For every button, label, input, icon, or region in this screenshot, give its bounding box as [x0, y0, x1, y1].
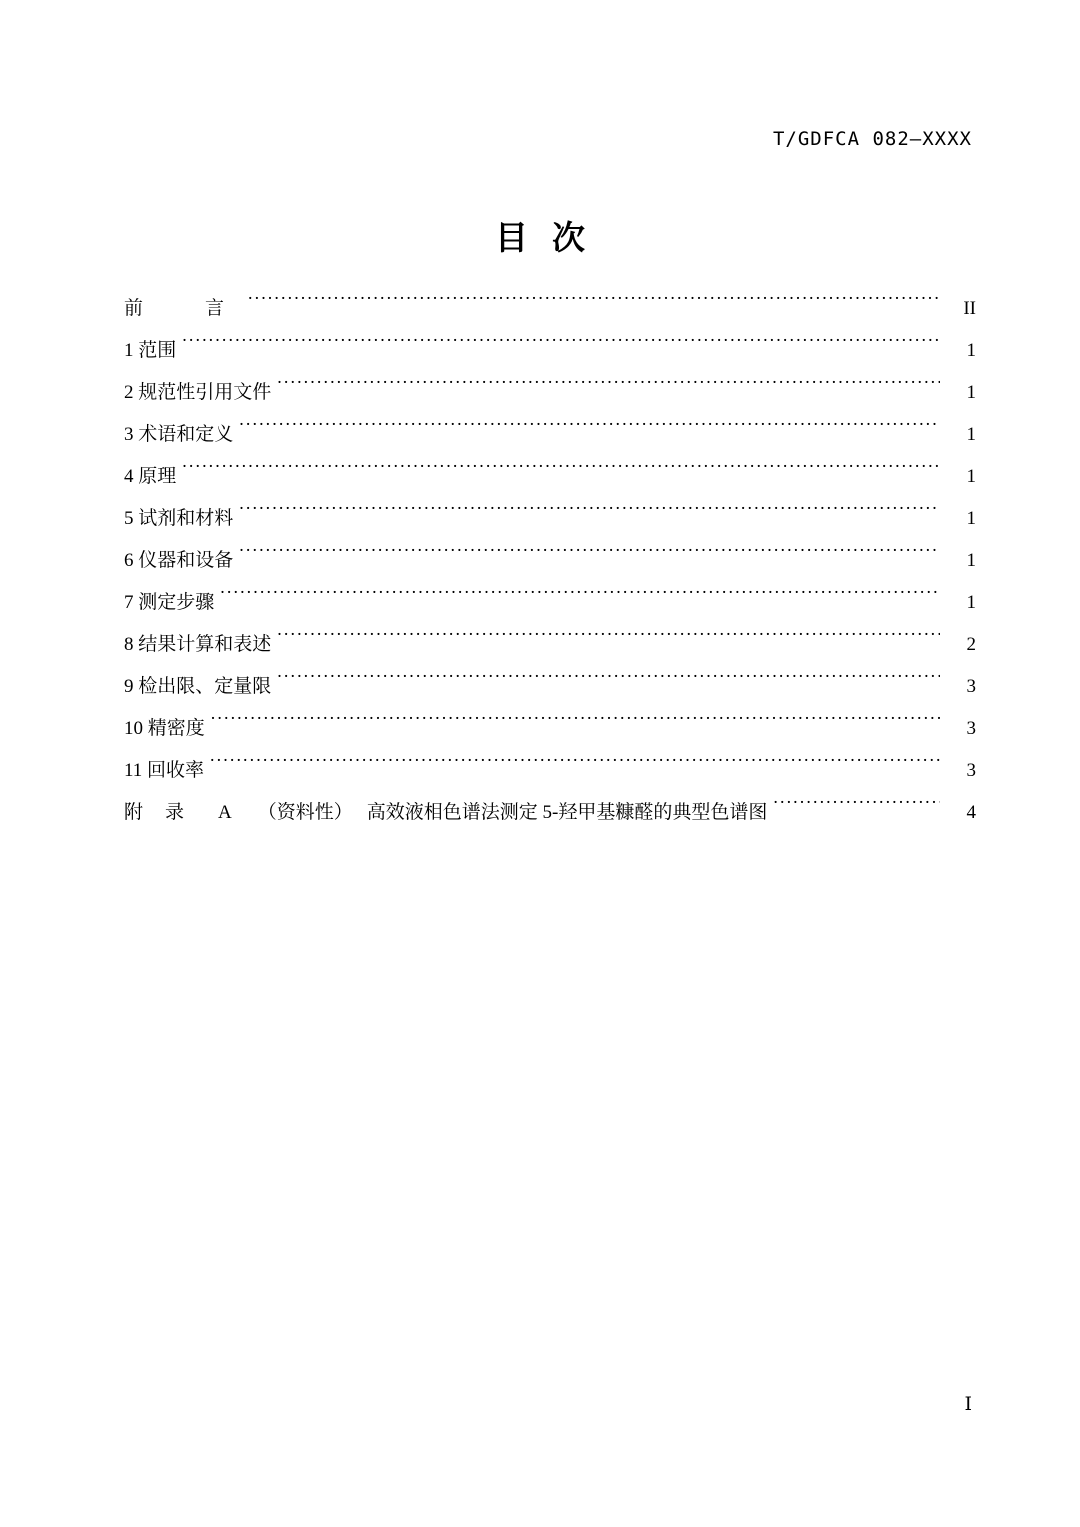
footer-page-number: I	[964, 1393, 972, 1415]
toc-leader-dots	[211, 715, 940, 734]
toc-entry-annex-a[interactable]	[124, 792, 976, 834]
toc-entry-label: 11 回收率	[124, 760, 205, 781]
toc-leader-dots	[277, 673, 940, 692]
toc-leader-dots	[220, 589, 940, 608]
toc-entry-label: 9 检出限、定量限	[124, 676, 272, 697]
toc-entry-page: 1	[966, 466, 976, 487]
toc-entry-page: 1	[966, 592, 976, 613]
toc-entry-page: 1	[966, 382, 976, 403]
toc-entry-determination-procedure[interactable]	[124, 582, 976, 624]
toc-entry-label: 前 言	[124, 298, 225, 319]
toc-entry-page: 1	[966, 508, 976, 529]
toc-leader-dots	[773, 799, 940, 818]
toc-entry-label: 10 精密度	[124, 718, 205, 739]
toc-leader-dots	[210, 757, 940, 776]
toc-leader-dots	[239, 547, 940, 566]
toc-entry-page: 4	[966, 802, 976, 823]
toc-entry-principle[interactable]	[124, 456, 976, 498]
toc-entry-page: 1	[966, 340, 976, 361]
toc-entry-reagents-and-materials[interactable]	[124, 498, 976, 540]
toc-entry-normative-references[interactable]	[124, 372, 976, 414]
toc-entry-label: 1 范围	[124, 340, 177, 361]
toc-entry-page: 3	[966, 718, 976, 739]
toc-entry-instruments-and-equipment[interactable]	[124, 540, 976, 582]
toc-entry-label: 2 规范性引用文件	[124, 382, 272, 403]
toc-entry-page: II	[963, 298, 976, 319]
toc-entry-page: 3	[966, 760, 976, 781]
toc-leader-dots	[182, 337, 940, 356]
toc-entry-page: 3	[966, 676, 976, 697]
toc-entry-label: 6 仪器和设备	[124, 550, 234, 571]
toc-leader-dots	[277, 379, 940, 398]
toc-entry-foreword[interactable]	[124, 288, 976, 330]
toc-leader-dots	[239, 505, 940, 524]
toc-entry-label: 8 结果计算和表述	[124, 634, 272, 655]
toc-leader-dots	[277, 631, 940, 650]
toc-leader-dots	[248, 295, 940, 314]
toc-entry-terms-and-definitions[interactable]	[124, 414, 976, 456]
page-title: 目次	[495, 218, 609, 257]
toc-entry-page: 1	[966, 424, 976, 445]
toc-entry-recovery-rate[interactable]	[124, 750, 976, 792]
toc-entry-precision[interactable]	[124, 708, 976, 750]
toc-entry-page: 2	[966, 634, 976, 655]
toc-entry-scope[interactable]	[124, 330, 976, 372]
toc-leader-dots	[239, 421, 940, 440]
table-of-contents	[124, 288, 976, 834]
toc-entry-label: 附 录 A （资料性） 高效液相色谱法测定 5-羟甲基糠醛的典型色谱图	[124, 802, 768, 823]
document-header-code: T/GDFCA 082—XXXX	[772, 128, 972, 150]
toc-entry-label: 3 术语和定义	[124, 424, 234, 445]
toc-entry-label: 5 试剂和材料	[124, 508, 234, 529]
toc-entry-label: 7 测定步骤	[124, 592, 215, 613]
toc-entry-detection-limit[interactable]	[124, 666, 976, 708]
toc-leader-dots	[182, 463, 940, 482]
toc-entry-result-calculation[interactable]	[124, 624, 976, 666]
toc-entry-label: 4 原理	[124, 466, 177, 487]
toc-entry-page: 1	[966, 550, 976, 571]
